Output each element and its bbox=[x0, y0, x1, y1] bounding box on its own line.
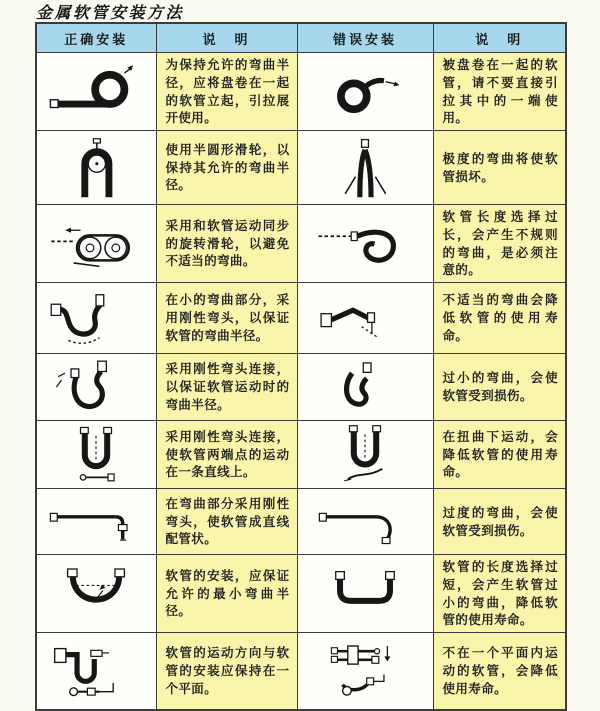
column-header-correct-description: 说 明 bbox=[156, 23, 297, 53]
minimum-bend-radius-icon bbox=[40, 563, 152, 625]
correct-illustration-cell bbox=[36, 131, 156, 205]
synchronized-rotating-pulleys-icon bbox=[40, 213, 152, 275]
coiled-hose-standing-icon bbox=[40, 61, 152, 123]
semicircular-pulley-icon bbox=[40, 137, 152, 199]
correct-description: 为保持允许的弯曲半径，应将盘卷在一起的软管立起，引拉展开使用。 bbox=[156, 53, 297, 131]
u-bend-straight-motion-icon bbox=[40, 424, 152, 486]
coiled-hose-pulled-icon bbox=[309, 61, 421, 123]
correct-illustration-cell bbox=[36, 53, 156, 131]
table-row bbox=[36, 205, 566, 283]
correct-illustration-cell bbox=[36, 283, 156, 354]
correct-illustration-cell bbox=[36, 354, 156, 421]
wrong-illustration-cell bbox=[297, 205, 433, 283]
table-body bbox=[36, 53, 566, 710]
rigid-elbow-small-bend-icon bbox=[40, 287, 152, 349]
correct-description: 在弯曲部分采用刚性弯头，使软管成直线配管状。 bbox=[156, 489, 297, 555]
overlong-hose-loop-icon bbox=[309, 213, 421, 275]
correct-description: 软管的运动方向与软管的安装应保持在一个平面。 bbox=[156, 633, 297, 710]
table-row bbox=[36, 283, 566, 354]
wrong-illustration-cell bbox=[297, 555, 433, 633]
undersized-bend-icon bbox=[309, 356, 421, 418]
header-row bbox=[36, 23, 566, 53]
multi-plane-motion-icon bbox=[309, 640, 421, 702]
excessive-bend-icon bbox=[309, 491, 421, 553]
table-row bbox=[36, 421, 566, 489]
wrong-description: 在扭曲下运动，会降低软管的使用寿命。 bbox=[433, 421, 566, 489]
correct-illustration-cell bbox=[36, 489, 156, 555]
twisted-motion-icon bbox=[309, 424, 421, 486]
correct-description: 采用刚性弯头连接，以保证软管运动时的弯曲半径。 bbox=[156, 354, 297, 421]
rigid-elbow-connection-icon bbox=[40, 356, 152, 418]
table-row bbox=[36, 555, 566, 633]
table-row bbox=[36, 131, 566, 205]
page-title: 金属软管安装方法 bbox=[36, 3, 185, 22]
column-header-correct: 正确安装 bbox=[36, 23, 156, 53]
column-header-wrong-description: 说 明 bbox=[433, 23, 566, 53]
wrong-illustration-cell bbox=[297, 489, 433, 555]
wrong-description: 不适当的弯曲会降低软管的使用寿命。 bbox=[433, 283, 566, 354]
wrong-illustration-cell bbox=[297, 283, 433, 354]
correct-description: 软管的安装，应保证允许的最小弯曲半径。 bbox=[156, 555, 297, 633]
improper-bend-icon bbox=[309, 287, 421, 349]
wrong-illustration-cell bbox=[297, 53, 433, 131]
correct-illustration-cell bbox=[36, 421, 156, 489]
table-row bbox=[36, 489, 566, 555]
single-plane-motion-icon bbox=[40, 640, 152, 702]
correct-description: 使用半圆形滑轮，以保持其允许的弯曲半径。 bbox=[156, 131, 297, 205]
wrong-description: 被盘卷在一起的软管，请不要直接引拉其中的一端使用。 bbox=[433, 53, 566, 131]
correct-description: 采用刚性弯头连接，使软管两端点的运动在一条直线上。 bbox=[156, 421, 297, 489]
wrong-illustration-cell bbox=[297, 421, 433, 489]
wrong-illustration-cell bbox=[297, 354, 433, 421]
wrong-illustration-cell bbox=[297, 131, 433, 205]
wrong-description: 极度的弯曲将使软管损坏。 bbox=[433, 131, 566, 205]
correct-description: 在小的弯曲部分，采用刚性弯头，以保证软管的弯曲半径。 bbox=[156, 283, 297, 354]
wrong-description: 过度的弯曲，会使软管受到损伤。 bbox=[433, 489, 566, 555]
correct-description: 采用和软管运动同步的旋转滑轮，以避免不适当的弯曲。 bbox=[156, 205, 297, 283]
wrong-description: 过小的弯曲，会使软管受到损伤。 bbox=[433, 354, 566, 421]
undersized-short-hose-icon bbox=[309, 563, 421, 625]
wrong-description: 软管长度选择过长，会产生不规则的弯曲，是必须注意的。 bbox=[433, 205, 566, 283]
table-row bbox=[36, 354, 566, 421]
correct-illustration-cell bbox=[36, 205, 156, 283]
correct-illustration-cell bbox=[36, 555, 156, 633]
table-row bbox=[36, 53, 566, 131]
straight-pipe-elbow-icon bbox=[40, 491, 152, 553]
installation-guide-table bbox=[35, 22, 567, 711]
wrong-description: 不在一个平面内运动的软管，会降低使用寿命。 bbox=[433, 633, 566, 710]
wrong-description: 软管的长度选择过短，会产生软管过小的弯曲，降低软管的使用寿命。 bbox=[433, 555, 566, 633]
column-header-wrong: 错误安装 bbox=[297, 23, 433, 53]
extreme-bend-icon bbox=[309, 137, 421, 199]
